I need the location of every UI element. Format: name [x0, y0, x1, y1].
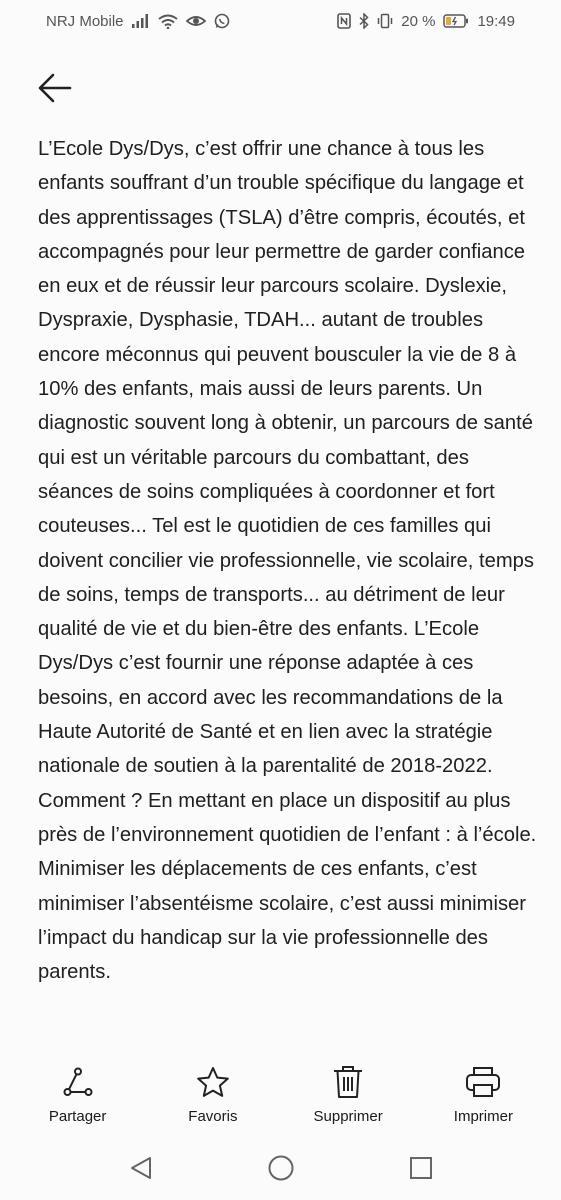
wifi-icon — [158, 14, 178, 29]
bluetooth-icon — [359, 13, 369, 29]
favorites-label: Favoris — [188, 1108, 238, 1125]
status-left — [46, 13, 230, 30]
battery-icon — [443, 14, 469, 28]
article-paragraph-1: L’Ecole Dys/Dys, c’est offrir une chance à tous les enfants souffrant d’un trouble spécifique du langage et des apprentissages (TSLA) d’être compris, écoutés, et accompagnés pour leur permettre de garder confiance en eux et de réussir leur parcours scolaire. Dyslexie, Dyspraxie, Dysphasie, TDAH... autant de troubles encore méconnus qui peuvent bousculer la vie de 8 à 10% des enfants, mais aussi de leurs parents. Un diagnostic souvent long à obtenir, un parcours de santé qui est un véritable parcours du combattant, des séances de soins compliquées à coordonner et fort couteuses... Tel est le quotidien de ces familles qui doivent concilier vie professionnelle, vie scolaire, temps de soins, temps de transports... au détriment de leur qualité de vie et du bien-être des enfants. L’Ecole Dys/Dys c’est fournir une réponse adaptée à ces besoins, en accord avec les recommandations de la Haute Autorité de Santé et en lien avec la stratégie nationale de soutien à la parentalité de 2018-2022. Comment ? En mettant en place un dispositif au plus près de l’environnement quotidien de l’enfant : à l’école. — [38, 138, 537, 846]
clock: 19:49 — [477, 12, 515, 30]
share-button[interactable] — [18, 1046, 138, 1125]
share-label: Partager — [48, 1108, 107, 1125]
whatsapp-icon — [214, 13, 230, 29]
nav-back-button[interactable] — [111, 1143, 171, 1193]
recents-square-icon — [408, 1155, 434, 1181]
bottom-toolbar — [0, 1046, 561, 1136]
article-paragraph-2: Minimiser les déplacements de ces enfants, c’est minimiser l’absentéisme scolaire, c’est aussi minimiser l’impact du handicap sur la vie professionnelle des parents. — [38, 858, 526, 984]
eye-comfort-icon — [186, 14, 206, 28]
delete-label: Supprimer — [313, 1108, 383, 1125]
delete-button[interactable] — [288, 1046, 408, 1125]
home-circle-icon — [267, 1154, 295, 1182]
status-right — [337, 13, 515, 30]
nfc-icon — [337, 13, 351, 29]
nav-recents-button[interactable] — [391, 1143, 451, 1193]
share-icon — [63, 1064, 93, 1100]
arrow-left-icon — [36, 72, 72, 104]
battery-percent: 20 % — [401, 12, 436, 30]
signal-icon — [132, 14, 150, 28]
printer-icon — [465, 1064, 501, 1100]
print-label: Imprimer — [453, 1108, 513, 1125]
article-body — [38, 132, 538, 1046]
trash-icon — [332, 1064, 364, 1100]
nav-home-button[interactable] — [251, 1143, 311, 1193]
system-navigation-bar — [0, 1136, 561, 1200]
status-bar — [0, 0, 561, 42]
back-button[interactable] — [30, 66, 78, 110]
star-icon — [196, 1064, 230, 1100]
back-triangle-icon — [128, 1155, 154, 1181]
print-button[interactable] — [423, 1046, 543, 1125]
favorites-button[interactable] — [153, 1046, 273, 1125]
vibrate-icon — [377, 13, 393, 29]
carrier-name: NRJ Mobile — [46, 12, 124, 30]
